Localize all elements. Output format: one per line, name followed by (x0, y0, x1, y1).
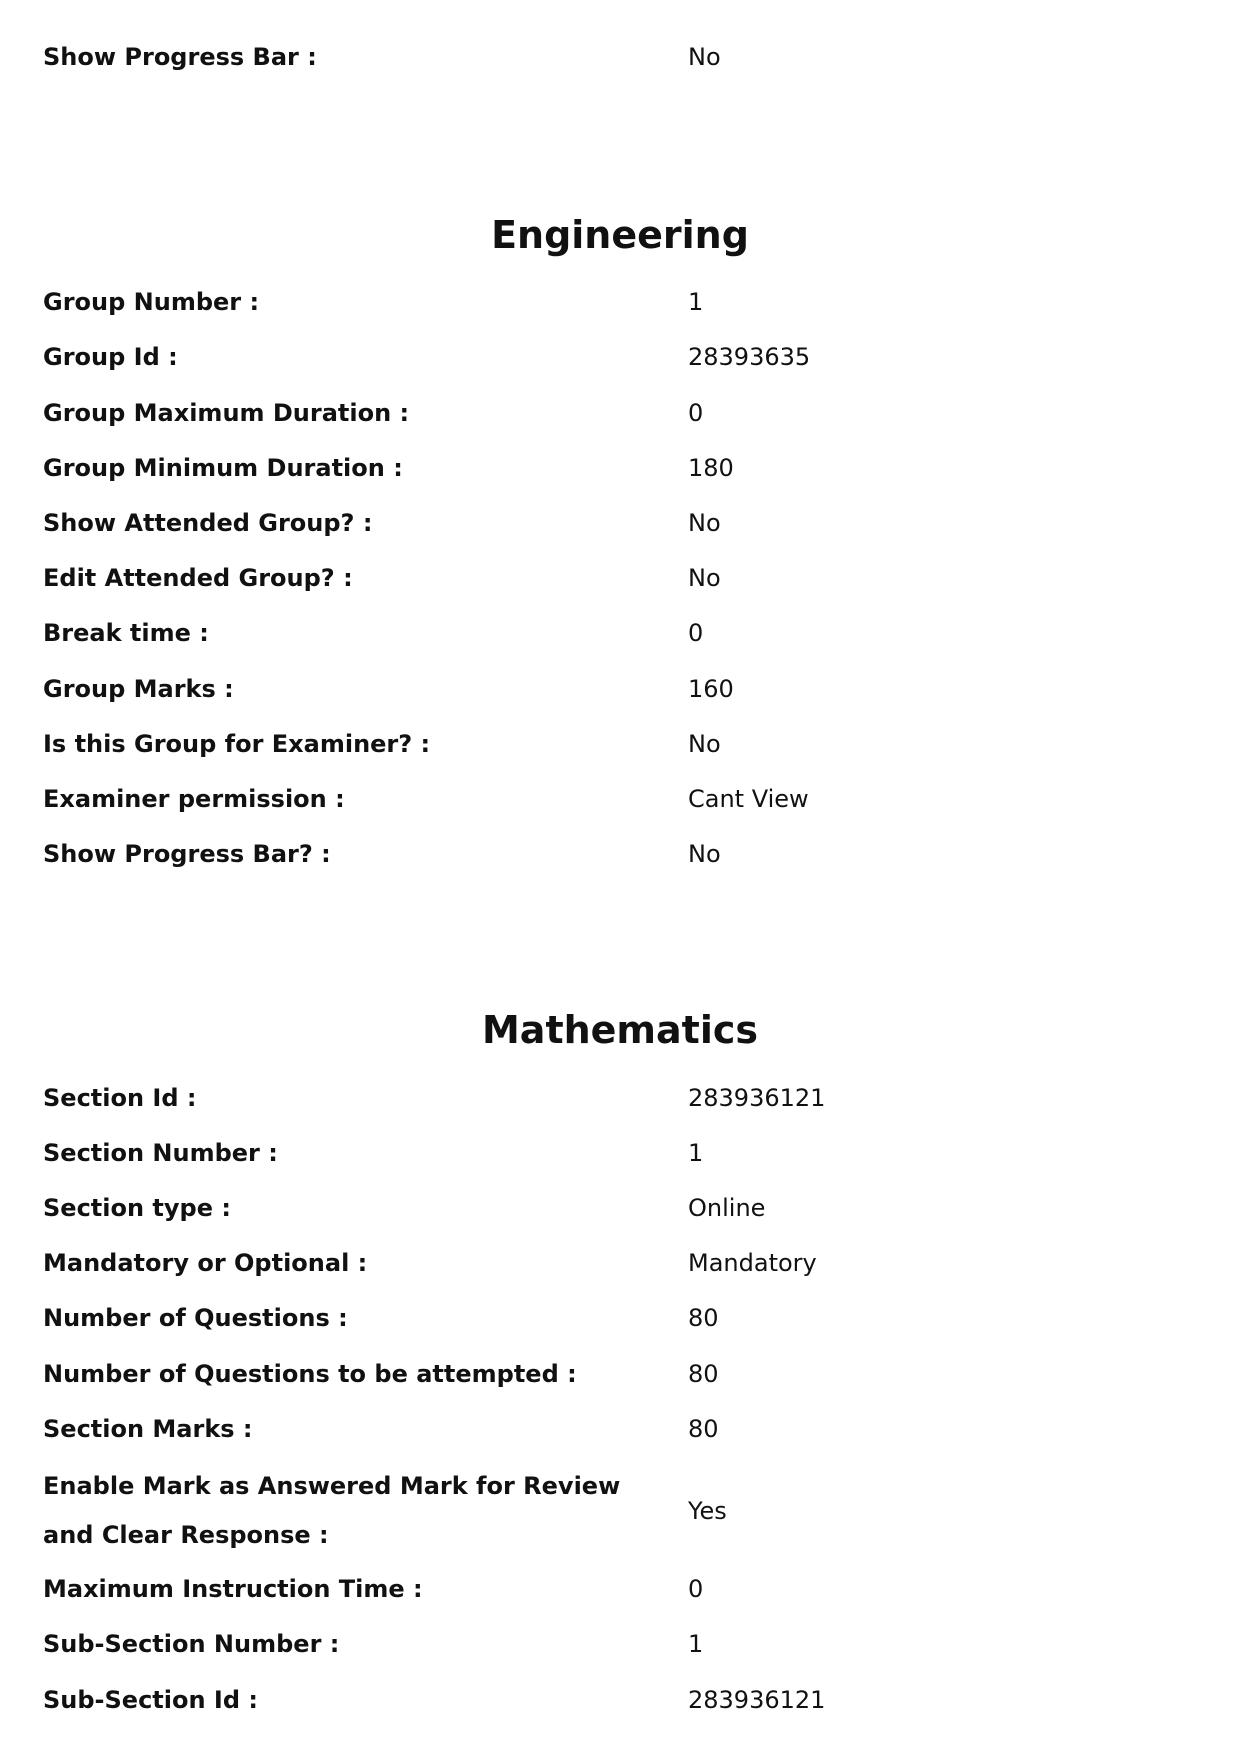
detail-row (43, 1350, 1193, 1399)
field-label: Section type : (43, 1194, 231, 1222)
field-label: Section Id : (43, 1084, 197, 1112)
detail-row (43, 1184, 1193, 1233)
field-value: 1 (688, 1630, 704, 1658)
field-label: Show Attended Group? : (43, 509, 373, 537)
field-value: 80 (688, 1304, 719, 1332)
detail-row (43, 830, 1193, 879)
field-value: 80 (688, 1415, 719, 1443)
field-label: Maximum Instruction Time : (43, 1575, 423, 1603)
field-value: 283936121 (688, 1686, 826, 1714)
field-label: Group Marks : (43, 675, 234, 703)
detail-row (43, 33, 1193, 82)
detail-row (43, 665, 1193, 714)
field-label: Show Progress Bar : (43, 43, 317, 71)
field-label: Examiner permission : (43, 785, 345, 813)
field-label: Group Maximum Duration : (43, 399, 410, 427)
detail-row (43, 1239, 1193, 1288)
detail-row (43, 1294, 1193, 1343)
detail-row (43, 444, 1193, 493)
field-value: Cant View (688, 785, 809, 813)
field-value: No (688, 509, 721, 537)
detail-row (43, 1405, 1193, 1454)
field-label: Group Minimum Duration : (43, 454, 403, 482)
field-label: Enable Mark as Answered Mark for Review and Clear Response : (43, 1472, 621, 1549)
field-value: 80 (688, 1360, 719, 1388)
field-value: 0 (688, 1575, 704, 1603)
field-value: 283936121 (688, 1084, 826, 1112)
detail-row (43, 1620, 1193, 1669)
field-value: 160 (688, 675, 734, 703)
field-value: Yes (688, 1496, 727, 1525)
detail-row (43, 278, 1193, 327)
field-value: Mandatory (688, 1249, 817, 1277)
field-value: No (688, 840, 721, 868)
detail-row (43, 1462, 1193, 1560)
field-value: 1 (688, 288, 704, 316)
detail-row (43, 720, 1193, 769)
section-title-mathematics: Mathematics (481, 1008, 759, 1052)
field-value: 28393635 (688, 343, 811, 371)
field-label: Sub-Section Number : (43, 1630, 340, 1658)
field-label: Sub-Section Id : (43, 1686, 258, 1714)
section-title-engineering: Engineering (491, 213, 749, 257)
field-label: Show Progress Bar? : (43, 840, 331, 868)
detail-row (43, 1565, 1193, 1614)
detail-row (43, 554, 1193, 603)
field-label: Mandatory or Optional : (43, 1249, 368, 1277)
detail-row (43, 609, 1193, 658)
field-label: Break time : (43, 619, 209, 647)
field-label: Section Marks : (43, 1415, 253, 1443)
field-label: Section Number : (43, 1139, 278, 1167)
detail-row (43, 389, 1193, 438)
field-value: No (688, 43, 721, 71)
detail-row (43, 1074, 1193, 1123)
field-label: Group Number : (43, 288, 260, 316)
field-value: Online (688, 1194, 766, 1222)
field-value: No (688, 730, 721, 758)
detail-row (43, 775, 1193, 824)
detail-row (43, 499, 1193, 548)
field-label: Number of Questions : (43, 1304, 348, 1332)
field-value: 1 (688, 1139, 704, 1167)
field-value: 0 (688, 619, 704, 647)
field-label: Is this Group for Examiner? : (43, 730, 431, 758)
field-value: 0 (688, 399, 704, 427)
field-value: 180 (688, 454, 734, 482)
detail-row (43, 1129, 1193, 1178)
detail-row (43, 1676, 1193, 1725)
field-label: Number of Questions to be attempted : (43, 1360, 577, 1388)
field-label: Group Id : (43, 343, 178, 371)
field-label: Edit Attended Group? : (43, 564, 353, 592)
field-value: No (688, 564, 721, 592)
detail-row (43, 333, 1193, 382)
